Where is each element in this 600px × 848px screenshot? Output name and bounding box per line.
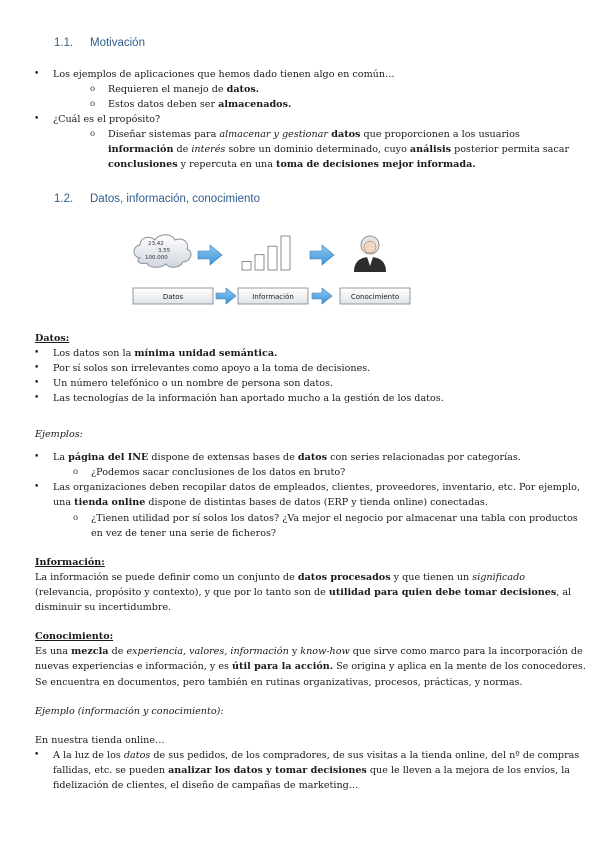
paragraph-line: información de interés sobre un dominio determinado, cuyo análisis posterior permita sacar bbox=[108, 144, 570, 155]
bar-chart-bar bbox=[281, 236, 290, 270]
circle-bullet-icon: o bbox=[90, 99, 96, 109]
list-item: La página del INE dispone de extensas bases de datos con series relacionadas por categorías. bbox=[53, 452, 521, 463]
bar-chart-bar bbox=[255, 255, 264, 270]
list-item: Un número telefónico o un nombre de persona son datos. bbox=[53, 378, 333, 389]
bullet-icon: • bbox=[34, 750, 40, 760]
paragraph-line: una tienda online dispone de distintas bases de datos (ERP y tienda online) conectadas. bbox=[53, 497, 488, 508]
bar-chart-icon bbox=[242, 236, 290, 270]
ejemplos-title: Ejemplos: bbox=[35, 429, 83, 440]
paragraph-line: (relevancia, propósito y contexto), y que por lo tanto son de utilidad para quien debe tomar decisiones, al bbox=[35, 587, 572, 598]
list-item: Estos datos deben ser almacenados. bbox=[108, 99, 292, 110]
paragraph-line: en vez de tener una serie de ficheros? bbox=[91, 528, 277, 539]
informacion-title: Información: bbox=[35, 557, 105, 568]
list-item: ¿Cuál es el propósito? bbox=[53, 114, 161, 125]
arrow-right-icon bbox=[310, 245, 334, 265]
ejemplo2-title: Ejemplo (información y conocimiento): bbox=[35, 706, 224, 717]
section-number: 1.1. bbox=[54, 37, 74, 49]
paragraph-line: Las organizaciones deben recopilar datos de empleados, clientes, proveedores, inventario, etc. Por ejemplo, bbox=[53, 482, 580, 493]
list-item: Las tecnologías de la información han aportado mucho a la gestión de los datos. bbox=[53, 393, 444, 404]
bullet-icon: • bbox=[34, 363, 40, 373]
bullet-icon: • bbox=[34, 114, 40, 124]
datos-title: Datos: bbox=[35, 333, 70, 344]
bullet-icon: • bbox=[34, 393, 40, 403]
arrow-right-icon bbox=[312, 288, 332, 304]
conocimiento-label: Conocimiento bbox=[350, 293, 400, 301]
bullet-icon: • bbox=[34, 482, 40, 492]
paragraph-line: conclusiones y repercuta en una toma de decisiones mejor informada. bbox=[108, 159, 476, 170]
arrow-right-icon bbox=[198, 245, 222, 265]
section-heading-motivacion bbox=[54, 37, 145, 49]
list-item: Los ejemplos de aplicaciones que hemos dado tienen algo en común… bbox=[53, 69, 395, 80]
paragraph-line: disminuir su incertidumbre. bbox=[35, 602, 172, 613]
conocimiento-title: Conocimiento: bbox=[35, 631, 114, 642]
data-information-knowledge-diagram bbox=[130, 230, 420, 312]
paragraph-line: Diseñar sistemas para almacenar y gestionar datos que proporcionen a los usuarios bbox=[108, 129, 520, 140]
paragraph-line: Se encuentra en documentos, pero también en rutinas organizativas, procesos, prácticas, y normas. bbox=[35, 677, 523, 688]
arrow-right-icon bbox=[216, 288, 236, 304]
list-item: Requieren el manejo de datos. bbox=[108, 84, 260, 95]
datos-label: Datos bbox=[162, 293, 184, 301]
paragraph-line: nuevas experiencias e información, y es útil para la acción. Se origina y aplica en la mente de los conocedores. bbox=[35, 661, 586, 672]
section-title: Datos, información, conocimiento bbox=[90, 193, 261, 205]
circle-bullet-icon: o bbox=[90, 84, 96, 94]
bullet-icon: • bbox=[34, 69, 40, 79]
section-number: 1.2. bbox=[54, 193, 74, 205]
bar-chart-bar bbox=[268, 246, 277, 270]
paragraph-line: Es una mezcla de experiencia, valores, información y know-how que sirve como marco para la incorporación de bbox=[35, 646, 583, 657]
paragraph-line: A la luz de los datos de sus pedidos, de los compradores, de sus visitas a la tienda online, del nº de compras bbox=[53, 750, 580, 761]
ejemplo2-intro: En nuestra tienda online… bbox=[35, 735, 165, 746]
circle-bullet-icon: o bbox=[90, 129, 96, 139]
list-item: Los datos son la mínima unidad semántica. bbox=[53, 348, 278, 359]
informacion-label: Información bbox=[252, 293, 294, 301]
circle-bullet-icon: o bbox=[73, 513, 79, 523]
paragraph-line: ¿Tienen utilidad por sí solos los datos? ¿Va mejor el negocio por almacenar una tabla con productos bbox=[91, 513, 578, 524]
paragraph-line: fidelización de clientes, el diseño de campañas de marketing… bbox=[53, 780, 359, 791]
section-title: Motivación bbox=[90, 37, 145, 49]
paragraph-line: La información se puede definir como un conjunto de datos procesados y que tienen un significado bbox=[35, 572, 526, 583]
person-icon bbox=[354, 236, 386, 272]
circle-bullet-icon: o bbox=[73, 467, 79, 477]
bullet-icon: • bbox=[34, 452, 40, 462]
list-item: ¿Podemos sacar conclusiones de los datos en bruto? bbox=[91, 467, 346, 478]
bullet-icon: • bbox=[34, 378, 40, 388]
cloud-value: 100.000 bbox=[145, 255, 168, 261]
bullet-icon: • bbox=[34, 348, 40, 358]
list-item: Por sí solos son irrelevantes como apoyo a la toma de decisiones. bbox=[53, 363, 371, 374]
paragraph-line: fallidas, etc. se pueden analizar los datos y tomar decisiones que le lleven a la mejora de los envíos, la bbox=[53, 765, 570, 776]
section-heading-datos-informacion bbox=[54, 193, 260, 205]
cloud-value: 3,55 bbox=[158, 248, 171, 254]
bar-chart-bar bbox=[242, 262, 251, 271]
cloud-value: 23,42 bbox=[148, 241, 164, 247]
